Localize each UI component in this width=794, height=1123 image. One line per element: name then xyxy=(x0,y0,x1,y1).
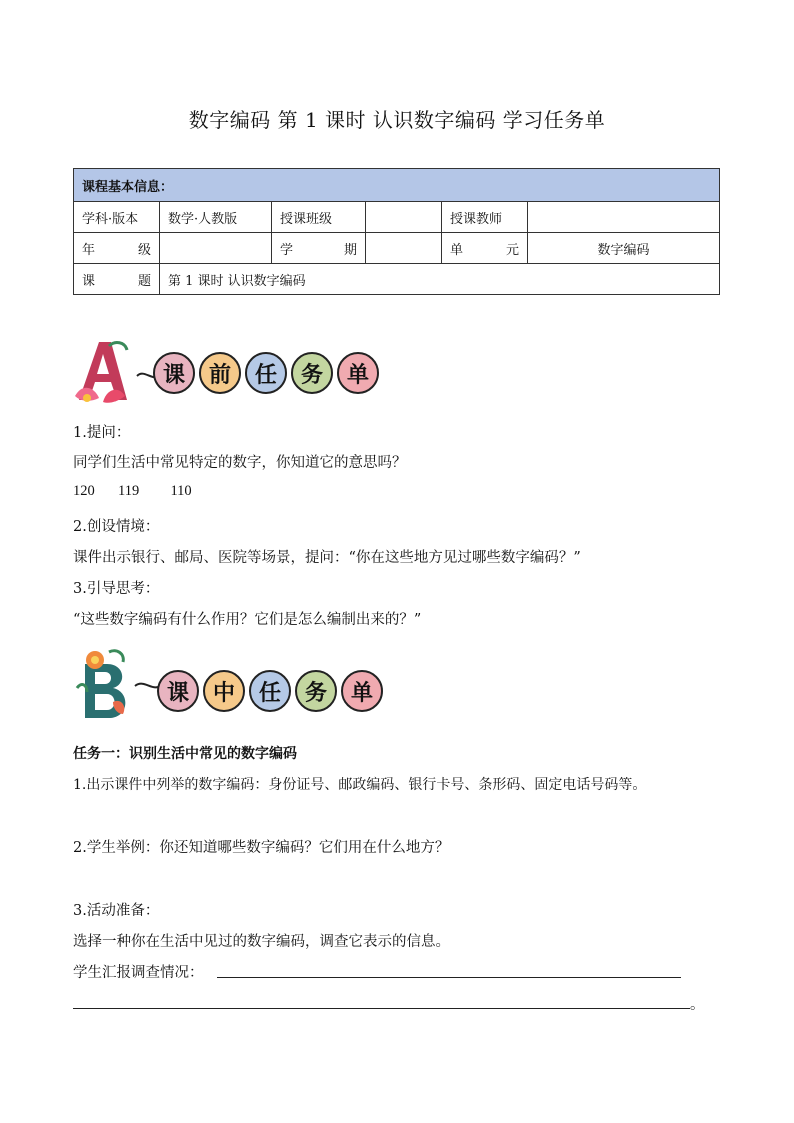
report-end-mark: 。 xyxy=(690,997,705,1013)
pre-q3-title: 3.引导思考： xyxy=(73,581,160,597)
unit-label: 单 元 xyxy=(442,233,528,264)
banner-b-char-5: 单 xyxy=(341,670,383,712)
teacher-label: 授课教师 xyxy=(442,202,528,233)
topic-label: 课 题 xyxy=(74,264,160,295)
banner-b-char-4: 务 xyxy=(295,670,337,712)
banner-a-char-4: 务 xyxy=(291,352,333,394)
grade-label: 年 级 xyxy=(74,233,160,264)
task1-item2: 2.学生举例：你还知道哪些数字编码？它们用在什么地方？ xyxy=(73,840,450,856)
pre-q3-text: “这些数字编码有什么作用？它们是怎么编制出来的？” xyxy=(73,612,422,628)
report-answer-line-1[interactable] xyxy=(217,977,681,978)
task1-title: 任务一：识别生活中常见的数字编码 xyxy=(73,746,297,762)
pre-q2-text: 课件出示银行、邮局、医院等场景，提问：“你在这些地方见过哪些数字编码？” xyxy=(73,550,581,566)
banner-a-char-3: 任 xyxy=(245,352,287,394)
banner-b-char-2: 中 xyxy=(203,670,245,712)
course-info-table xyxy=(73,168,720,295)
pre-q1-text: 同学们生活中常见特定的数字，你知道它的意思吗？ xyxy=(73,455,407,471)
term-label: 学 期 xyxy=(272,233,366,264)
subject-label: 学科·版本 xyxy=(74,202,160,233)
banner-a-char-5: 单 xyxy=(337,352,379,394)
class-value[interactable] xyxy=(366,202,442,233)
report-label: 学生汇报调查情况： xyxy=(73,965,204,981)
teacher-value[interactable] xyxy=(528,202,720,233)
number-120: 120 xyxy=(73,483,95,499)
banner-b-char-3: 任 xyxy=(249,670,291,712)
pre-q2-title: 2.创设情境： xyxy=(73,519,160,535)
number-119: 119 xyxy=(118,483,140,499)
task1-item3-text: 选择一种你在生活中见过的数字编码，调查它表示的信息。 xyxy=(73,934,450,950)
course-info-header: 课程基本信息： xyxy=(74,169,720,202)
unit-value: 数字编码 xyxy=(528,233,720,264)
task1-item3-title: 3.活动准备： xyxy=(73,903,160,919)
pre-class-banner xyxy=(73,338,403,418)
banner-a-char-1: 课 xyxy=(153,352,195,394)
subject-value: 数学·人教版 xyxy=(160,202,272,233)
emergency-numbers xyxy=(73,483,192,500)
number-110: 110 xyxy=(170,483,192,499)
banner-a-char-2: 前 xyxy=(199,352,241,394)
task1-item1: 1.出示课件中列举的数字编码：身份证号、邮政编码、银行卡号、条形码、固定电话号码等。 xyxy=(73,777,647,793)
in-class-banner xyxy=(73,648,403,728)
page-title: 数字编码 第 1 课时 认识数字编码 学习任务单 xyxy=(188,108,606,132)
grade-value[interactable] xyxy=(160,233,272,264)
topic-value: 第 1 课时 认识数字编码 xyxy=(160,264,720,295)
class-label: 授课班级 xyxy=(272,202,366,233)
pre-q1-title: 1.提问： xyxy=(73,425,131,441)
term-value[interactable] xyxy=(366,233,442,264)
banner-b-char-1: 课 xyxy=(157,670,199,712)
report-answer-line-2[interactable] xyxy=(73,1008,690,1009)
